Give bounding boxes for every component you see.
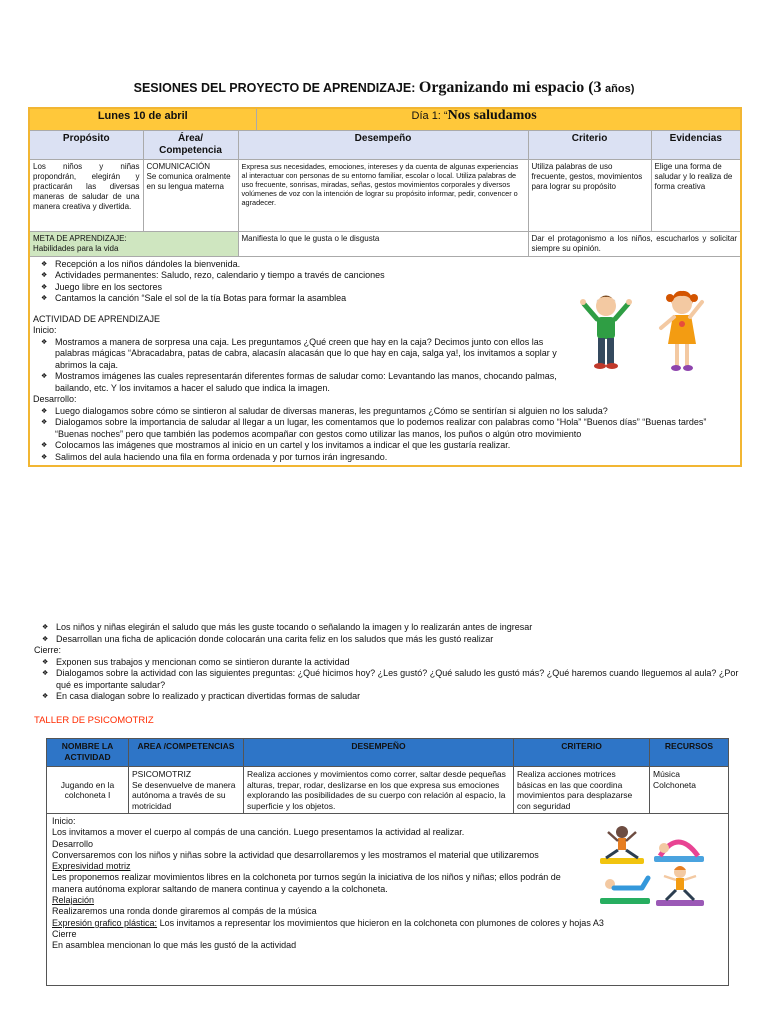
body-expresividad: Les proponemos realizar movimientos libres en la colchoneta por turnos según la iniciativa de los niños y niñas; ellos podrán de manera autónoma explorar saltando de manera continua y cayendo a la colchoneta. — [52, 872, 561, 894]
inicio-label: Inicio: — [33, 325, 57, 335]
body-desarrollo-label: Desarrollo — [52, 838, 94, 849]
body-inicio: Los invitamos a mover el cuerpo al compás de una canción. Luego presentamos la actividad al realizar. — [52, 827, 465, 838]
desempeno-cell: Expresa sus necesidades, emociones, intereses y da cuenta de algunas experiencias al interactuar con personas de su entorno familiar, escolar o local. Utiliza palabras de uso frecuente, sonrisas, miradas, señas, gestos movimientos corporales y diversos volúmenes de voz con la intención de lograr su propósito informar, pedir, convencer o agradecer. — [238, 159, 528, 231]
desarrollo-list — [33, 406, 737, 464]
area-cell — [129, 767, 244, 814]
desarrollo-label: Desarrollo: — [33, 394, 77, 404]
session-title — [256, 108, 741, 130]
list-item: ❖ Colocamos las imágenes que mostramos al inicio en un cartel y los invitamos a indicar el que les gustaría realizar. — [55, 440, 737, 452]
nombre-cell: Jugando en la colchoneta I — [47, 767, 129, 814]
list-item: ❖ Mostramos imágenes las cuales representarán diferentes formas de saludar como: Levantando las manos, chocando palmas, bailando, etc. Y los invitamos a hacer el saludo que indica la imagen. — [55, 371, 575, 394]
list-item: ❖ En casa dialogan sobre lo realizado y practican divertidas formas de saludar — [56, 691, 742, 703]
meta-note-cell: Dar el protagonismo a los niños, escucharlos y solicitar siempre su opinión. — [528, 231, 741, 256]
waving-boy-illustration — [580, 296, 632, 370]
meta-value-cell: Manifiesta lo que le gusta o le disgusta — [238, 231, 528, 256]
header-proposito: Propósito — [29, 130, 143, 159]
criterio-cell: Realiza acciones motrices básicas en las que coordina movimientos para desplazarse con seguridad — [514, 767, 650, 814]
list-item: ❖ Cantamos la canción “Sale el sol de la tía Botas para formar la asamblea — [55, 293, 737, 305]
list-item: ❖ Mostramos a manera de sorpresa una caja. Les preguntamos ¿Qué creen que hay en la caja? Decimos junto con ellos las palabras mágicas “Abracadabra, patas de cabra, alacasín alacasán que lo que hay en caja, salga ya!, los invitamos a soplar y abrimos la caja. — [55, 337, 575, 372]
header-desempeno: Desempeño — [238, 130, 528, 159]
proposito-cell: Los niños y niñas propondrán, elegirán y practicarán las diversas maneras de saludar de una manera creativa y divertida. — [29, 159, 143, 231]
yoga-kids-illustration — [600, 826, 704, 906]
header-criterio: CRITERIO — [514, 739, 650, 767]
cierre-label: Cierre: — [34, 645, 62, 655]
body-expresividad-label: Expresividad motriz — [52, 861, 131, 872]
list-item: ❖ Luego dialogamos sobre cómo se sintieron al saludar de diversas maneras, les preguntamos ¿Cómo se sentirían si alguien no los saluda? — [55, 406, 737, 418]
inicio-list — [33, 337, 575, 395]
yoga-kids-icon — [598, 822, 710, 908]
evidencias-cell: Elige una forma de saludar y lo realiza de forma creativa — [651, 159, 741, 231]
title-project: Organizando mi espacio (3 — [418, 79, 602, 96]
recurso-item: Música — [653, 769, 680, 779]
taller-heading: TALLER DE PSICOMOTRIZ — [34, 714, 154, 726]
body-grafico-label: Expresión grafico plástica: — [52, 917, 158, 928]
header-criterio: Criterio — [528, 130, 651, 159]
dia-title: Nos saludamos — [447, 108, 537, 123]
list-item: ❖ Dialogamos sobre la actividad con las siguientes preguntas: ¿Qué hicimos hoy? ¿Les gustó? ¿Qué saludo les gustó más? ¿Qué haremos cuando lleguemos al aula? ¿Por qué es importante saludar? — [56, 668, 742, 691]
list-item: ❖ Exponen sus trabajos y mencionan como se sintieron durante la actividad — [56, 657, 742, 669]
list-item: ❖ Salimos del aula haciendo una fila en forma ordenada y por turnos irán ingresando. — [55, 452, 737, 464]
title-prefix: SESIONES DEL PROYECTO DE APRENDIZAJE: — [133, 81, 416, 95]
document-title — [0, 79, 768, 97]
cierre-list — [34, 657, 742, 703]
recurso-item: Colchoneta — [653, 779, 697, 790]
meta-sub: Habilidades para la vida — [33, 243, 119, 253]
header-area: AREA /COMPETENCIAS — [129, 739, 244, 767]
body-cierre-label: Cierre — [52, 928, 77, 939]
list-item: ❖ Recepción a los niños dándoles la bienvenida. — [55, 259, 737, 271]
title-suffix: años) — [605, 83, 635, 95]
list-item: ❖ Desarrollan una ficha de aplicación donde colocarán una carita feliz en los saludos que más les gustó realizar — [56, 634, 742, 646]
header-area: Área/ Competencia — [143, 130, 238, 159]
waving-kids-icon — [578, 286, 728, 378]
area-cell — [143, 159, 238, 231]
list-item: ❖ Dialogamos sobre la importancia de saludar al llegar a un lugar, les comentamos que lo podemos realizar con palabras como “Hola” “Buenos días” “Buenas tardes” “Buenas noches” pero que también las podemos acompañar con gestos como utilizar las manos, los puños o algún otro movimiento — [55, 417, 737, 440]
recursos-cell — [650, 767, 729, 814]
body-grafico: Los invitamos a representar los movimientos que hicieron en la colchoneta con plumones de colores y hojas A3 — [159, 917, 604, 928]
page2-continued — [34, 622, 742, 726]
meta-cell — [29, 231, 238, 256]
header-nombre: NOMBRE LA ACTIVIDAD — [47, 739, 129, 767]
header-evidencias: Evidencias — [651, 130, 741, 159]
header-recursos: RECURSOS — [650, 739, 729, 767]
body-relajacion-label: Relajación — [52, 895, 95, 906]
list-item: ❖ Los niños y niñas elegirán el saludo que más les guste tocando o señalando la imagen y lo realizarán antes de ingresar — [56, 622, 742, 634]
list-item: ❖ Actividades permanentes: Saludo, rezo, calendario y tiempo a través de canciones — [55, 270, 737, 282]
header-desempeno: DESEMPEÑO — [244, 739, 514, 767]
dia-label: Día 1: “ — [411, 110, 448, 122]
list-item: ❖ Juego libre en los sectores — [55, 282, 737, 294]
body-inicio-label: Inicio: — [52, 816, 76, 826]
body-cierre: En asamblea mencionan lo que más les gustó de la actividad — [52, 940, 297, 951]
area-name: COMUNICACIÓN — [146, 161, 211, 171]
competencia-name: Se desenvuelve de manera autónoma a través de su motricidad — [132, 779, 236, 811]
meta-label: META DE APRENDIZAJE: — [33, 233, 127, 243]
competencia-name: Se comunica oralmente en su lengua materna — [146, 171, 231, 191]
continued-list — [34, 622, 742, 645]
day-cell: Lunes 10 de abril — [29, 108, 256, 130]
body-desarrollo: Conversaremos con los niños y niñas sobre la actividad que desarrollaremos y les mostramos el material que utilizaremos — [52, 849, 539, 860]
body-relajacion: Realizaremos una ronda donde giraremos al compás de la música — [52, 906, 317, 917]
waving-girl-illustration — [661, 291, 702, 371]
area-name: PSICOMOTRIZ — [132, 769, 192, 779]
desempeno-cell: Realiza acciones y movimientos como correr, saltar desde pequeñas alturas, trepar, rodar, deslizarse en los que expresa sus emociones explorando las posibilidades de su cuerpo con relación al espacio, la superficie y los objetos. — [244, 767, 514, 814]
criterio-cell: Utiliza palabras de uso frecuente, gestos, movimientos para lograr su propósito — [528, 159, 651, 231]
body-grafico-row — [52, 918, 723, 929]
activity-heading: ACTIVIDAD DE APRENDIZAJE — [33, 313, 161, 324]
